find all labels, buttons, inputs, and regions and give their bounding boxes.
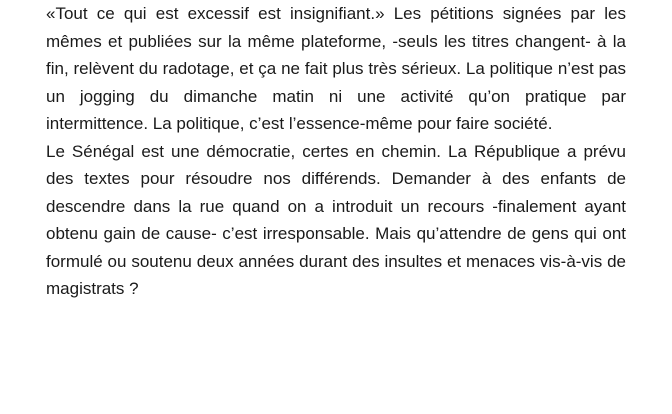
paragraph-1: «Tout ce qui est excessif est insignifiant.» Les pétitions signées par les mêmes et publiées sur la même plateforme, -seuls les titres changent- à la fin, relèvent du radotage, et ça ne fait plus très sérieux. La politique n’est pas un jogging du dimanche matin ni une activité qu’on pratique par intermittence. La politique, c’est l’essence-même pour faire société. <box>46 4 626 133</box>
paragraph-2: Le Sénégal est une démocratie, certes en chemin. La République a prévu des textes pour résoudre nos différends. Demander à des enfants de descendre dans la rue quand on a introduit un recours -finalement ayant obtenu gain de cause- c’est irresponsable. Mais qu’attendre de gens qui ont formulé ou soutenu deux années durant des insultes et menaces vis-à-vis de magistrats ? <box>46 141 626 298</box>
article-body <box>46 0 626 303</box>
